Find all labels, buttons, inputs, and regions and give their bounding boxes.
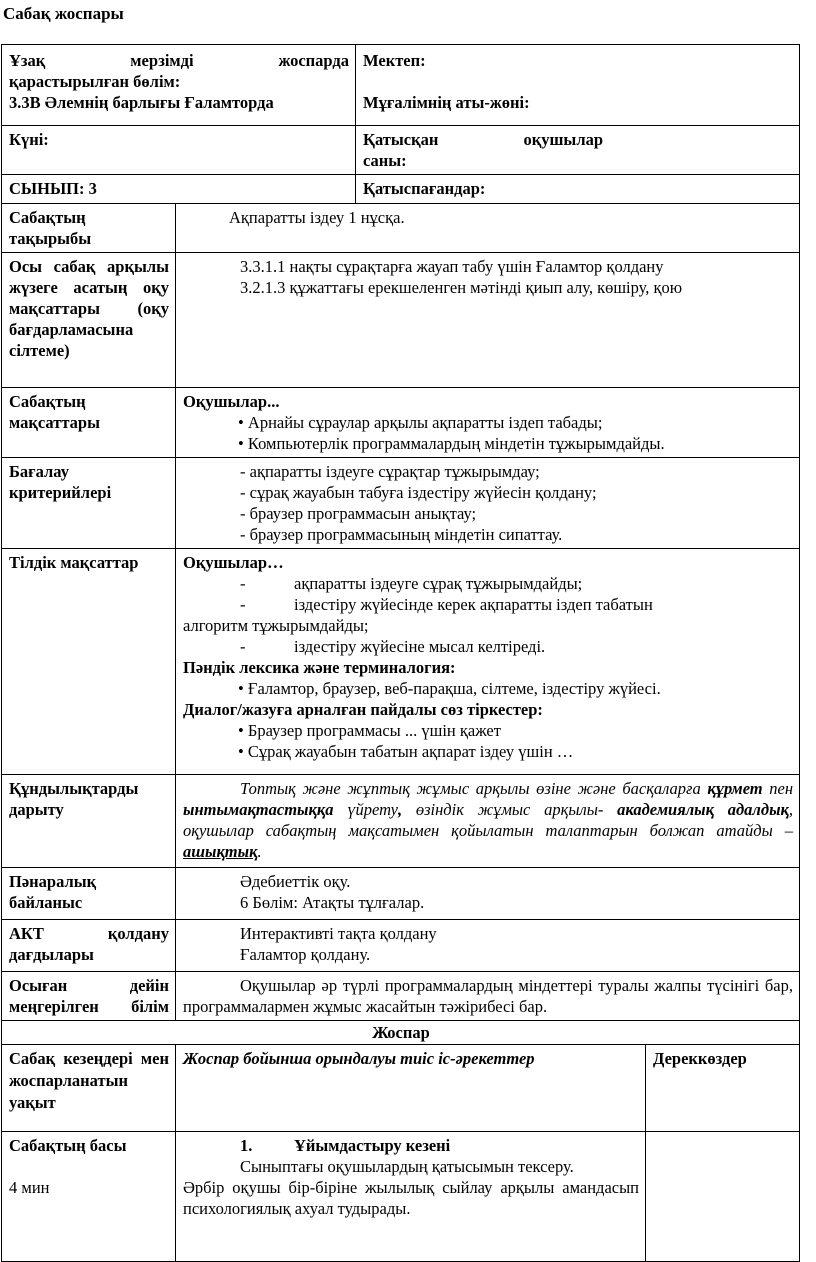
date-cell — [2, 126, 356, 175]
lesson-goal-item: • Компьютерлік программалардың міндетін тұжырымдайды. — [238, 434, 665, 453]
criteria-item: - браузер программасының міндетін сипаттау. — [240, 525, 563, 544]
unit-cell — [2, 45, 356, 126]
cross-item: 6 Бөлім: Атақты тұлғалар. — [240, 893, 425, 912]
cross-label: Пәнаралық байланыс — [2, 868, 176, 920]
ict-item: Интерактивті тақта қолдану — [240, 924, 437, 943]
school-label: Мектеп: — [363, 51, 426, 70]
row-language — [2, 549, 800, 775]
vocab-item: • Ғаламтор, браузер, веб-парақша, сілтеме, іздестіру жүйесі. — [238, 679, 661, 698]
stage-time: 4 мин — [9, 1178, 50, 1197]
absent-cell — [356, 175, 800, 204]
school-teacher-cell — [356, 45, 800, 126]
prior-cell — [176, 972, 800, 1021]
objective-item: 3.3.1.1 нақты сұрақтарға жауап табу үшін Ғаламтор қолдану — [240, 257, 664, 276]
row-cross — [2, 868, 800, 920]
plan-col3-header: Дереккөздер — [646, 1045, 800, 1132]
grade-label: СЫНЫП: 3 — [9, 179, 97, 198]
row-plan-title — [2, 1021, 800, 1045]
present-cell — [356, 126, 800, 175]
step-text: Әрбір оқушы бір-біріне жылылық сыйлау арқылы амандасып психологиялық ахуал тудырады. — [183, 1178, 640, 1218]
objectives-cell — [176, 253, 800, 388]
stage-actions-cell — [176, 1132, 646, 1262]
date-label: Күні: — [9, 130, 49, 149]
row-topic — [2, 204, 800, 253]
language-item: - ақпаратты іздеуге сұрақ тұжырымдайды; — [240, 574, 583, 593]
topic-label: Сабақтың тақырыбы — [2, 204, 176, 253]
long-plan-label-line1: Ұзақ мерзімді жоспарда — [9, 51, 349, 70]
prior-label: Осыған дейін меңгерілген білім — [2, 972, 176, 1021]
header-row-grade — [2, 175, 800, 204]
objective-item: 3.2.1.3 құжаттағы ерекшеленген мәтінді қиып алу, көшіру, қою — [240, 278, 683, 297]
topic-value: Ақпаратты іздеу 1 нұсқа. — [229, 208, 405, 227]
ict-label: АКТ қолдану дағдылары — [2, 920, 176, 972]
criteria-item: - ақпаратты іздеуге сұрақтар тұжырымдау; — [240, 462, 540, 481]
grade-cell — [2, 175, 356, 204]
cross-item: Әдебиеттік оқу. — [240, 872, 351, 891]
step-text: Сыныптағы оқушылардың қатысымын тексеру. — [240, 1157, 574, 1176]
ict-cell — [176, 920, 800, 972]
plan-col1-header: Сабақ кезеңдері мен жоспарланатын уақыт — [2, 1045, 176, 1132]
row-objectives — [2, 253, 800, 388]
plan-title: Жоспар — [2, 1021, 800, 1045]
ict-item: Ғаламтор қолдану. — [240, 945, 371, 964]
values-text: Топтық және жұптық жұмыс арқылы өзіне және басқаларға құрмет пен ынтымақтастыққа үйрету, өзіндік жұмыс арқылы- академиялық адалдық, оқушылар сабақтың мақсатымен қойылатын талаптарын болжап атайды –ашықтық. — [183, 779, 794, 861]
lesson-goals-heading: Оқушылар... — [183, 392, 280, 411]
row-criteria — [2, 458, 800, 549]
stage-resources-cell — [646, 1132, 800, 1262]
row-prior — [2, 972, 800, 1021]
objectives-label: Осы сабақ арқылы жүзеге асатың оқу мақсаттары (оқу бағдарламасына сілтеме) — [2, 253, 176, 388]
phrase-item: • Сұрақ жауабын табатын ақпарат іздеу үшін … — [238, 742, 574, 761]
plan-col2-header: Жоспар бойынша орындалуы тиіс іс-әрекеттер — [176, 1045, 646, 1132]
lesson-plan-table — [1, 44, 800, 1262]
language-item: - іздестіру жүйесінде керек ақпаратты іздеп табатын — [240, 595, 653, 614]
language-label: Тілдік мақсаттар — [2, 549, 176, 775]
lesson-goal-item: • Арнайы сұраулар арқылы ақпаратты іздеп табады; — [238, 413, 603, 432]
row-ict — [2, 920, 800, 972]
lesson-goals-label: Сабақтың мақсаттары — [2, 388, 176, 458]
vocab-heading: Пәндік лексика және терминалогия: — [183, 658, 456, 677]
language-heading: Оқушылар… — [183, 553, 284, 572]
criteria-item: - браузер программасын анықтау; — [240, 504, 477, 523]
topic-cell — [176, 204, 800, 253]
criteria-cell — [176, 458, 800, 549]
bullet-icon: • — [238, 413, 248, 432]
bullet-icon: • — [238, 434, 248, 453]
phrases-heading: Диалог/жазуға арналған пайдалы сөз тіркестер: — [183, 700, 543, 719]
bullet-icon: • — [238, 679, 248, 698]
prior-text: Оқушылар әр түрлі программалардың міндеттері туралы жалпы түсінігі бар, программалармен жұмыс жасайтын тәжірибесі бар. — [183, 976, 794, 1016]
language-item-cont: алгоритм тұжырымдайды; — [183, 616, 369, 635]
header-row-date — [2, 126, 800, 175]
row-values — [2, 775, 800, 868]
values-cell — [176, 775, 800, 868]
stage-cell — [2, 1132, 176, 1262]
bullet-icon: • — [238, 721, 248, 740]
present-label-line1: Қатысқан оқушылар — [363, 130, 604, 149]
long-plan-label-line2: қарастырылған бөлім: — [9, 72, 181, 91]
stage-label: Сабақтың басы — [9, 1136, 127, 1155]
absent-label: Қатыспағандар: — [363, 179, 486, 198]
language-item: - іздестіру жүйесіне мысал келтіреді. — [240, 637, 546, 656]
row-lesson-goals — [2, 388, 800, 458]
bullet-icon: • — [238, 742, 248, 761]
cross-cell — [176, 868, 800, 920]
values-label: Құндылықтарды дарыту — [2, 775, 176, 868]
present-label-line2: саны: — [363, 151, 407, 170]
header-row-unit — [2, 45, 800, 126]
criteria-item: - сұрақ жауабын табуға іздестіру жүйесін қолдану; — [240, 483, 597, 502]
phrase-item: • Браузер программасы ... үшін қажет — [238, 721, 501, 740]
lesson-goals-cell — [176, 388, 800, 458]
step-heading: 1. Ұйымдастыру кезені — [240, 1136, 451, 1155]
unit-title: 3.3В Әлемнің барлығы Ғаламторда — [9, 93, 274, 112]
page-title: Сабақ жоспары — [3, 4, 124, 23]
criteria-label: Бағалау критерийлері — [2, 458, 176, 549]
teacher-label: Мұғалімнің аты-жөні: — [363, 93, 530, 112]
language-cell — [176, 549, 800, 775]
row-plan-headers — [2, 1045, 800, 1132]
row-plan-stage — [2, 1132, 800, 1262]
